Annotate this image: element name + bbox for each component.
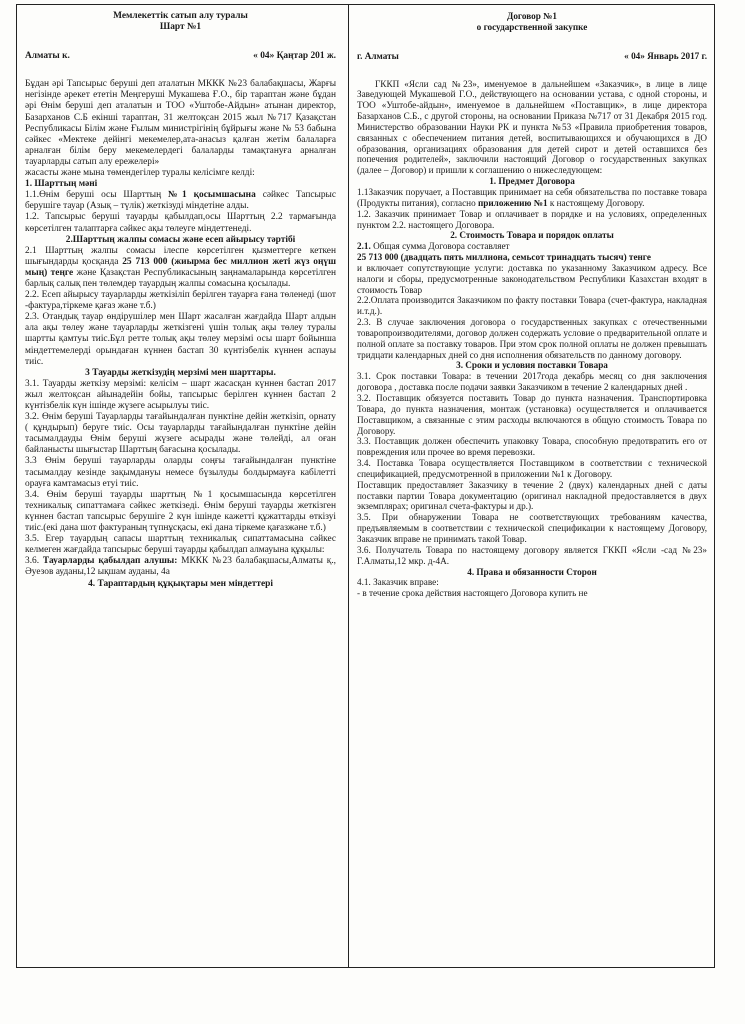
left-city-date-row — [25, 51, 336, 62]
right-clause-2-1-services: и включает сопутствующие услуги: доставка по указанному Заказчиком адресу. Все налоги и сборы, предусмотренные законодательством Республики Казахстан входят в стоимость Товар — [357, 262, 707, 295]
left-clause-3-6-c: МККК №23 балабақшасы,Алматы қ., Әуезов ауданы,12 ықшам ауданы, 4а — [25, 556, 336, 578]
right-intro: ГККП «Ясли сад №23», именуемое в дальнейшем «Заказчик», в лице в лице Заведующей Мукашевой Г.О., действующего на основании устава, с одной стороны, и ТОО «Уштобе-айдын», именуемое в дальнейшем «Поставщик», в лице директора Базарханов С.Б., с другой стороны, на основании Приказа №717 от 31 Декабря 2015 год. Министерство образовании Науки РК и пункта №53 «Правила приобретения товаров, связанных с обеспечением питания детей, воспитывающихся и обучающихся в ДО образования, организациях образования для детей сирот и детей оставшихся без попечения родителей», заключили настоящий Договор о государственных закупках (далее – Договор) и пришли к соглашению о нижеследующем: — [357, 78, 707, 176]
left-intro: Бұдан әрі Тапсырыс беруші деп аталатын МККК №23 балабақшасы, Жарғы негізінде әрекет ететін Меңгеруші Мукашева Ғ.О., бір тараптан және бұдан әрі Өнім беруші деп аталатын и ТОО «Уштобе-Айдын» атынан директор, Базарханов С.Б екінші тараптан, 31 желтоқсан 2015 жыл №717 Қазақстан Республикасы Білім және Ғылым министрігінің бұйрығы және № 53 бабына сәйкес «Мектеке дейінгі мекемелер,ата-анасыз қалған жетім балаларға арналған білім беру мекемелердегі балаларды тамақтануға арналған тауарларды сатып алу ережелері» — [25, 79, 336, 167]
left-clause-3-6-b: Тауарларды қабылдап алушы: — [42, 556, 178, 567]
left-clause-2-1-c: және Қазақстан Республикасының заңнамаларында көрсетілген барлық салық пен төлемдер тауардың жалпы сомасына қосылады. — [25, 267, 336, 289]
right-section-1-heading: 1. Предмет Договора — [489, 176, 575, 187]
right-clause-3-1: 3.1. Срок поставки Товара: в течении 2017года декабрь месяц со дня заключения договора , доставка после подачи заявки Заказчиком в течение 2 календарных дней . — [357, 371, 707, 393]
page-bottom-margin — [0, 968, 745, 1024]
left-clause-3-2: 3.2. Өнім беруші Тауарларды тағайындалған пунктіне дейін жеткізіп, орнату ( құндырып) беруге тиіс. Осы тауарларды тағайындалған пунктіне дейін тасымалдауды Өнім беруші жүзеге асырады және төлейді, ал оған байланысты шығыстар Шарттың бағасына қосылады. — [25, 412, 336, 456]
left-section-2-heading: 2.Шарттың жалпы сомасы және есеп айырысу тәртібі — [65, 234, 296, 245]
left-agree: жасасты және мына төмендегілер туралы келісімге келді: — [25, 168, 255, 179]
right-clause-1-1 — [357, 187, 707, 209]
left-clause-1-1 — [25, 190, 336, 212]
column-divider — [348, 5, 349, 967]
right-section-2-heading: 2. Стоимость Товара и порядок оплаты — [450, 230, 614, 241]
right-clause-3-6: 3.6. Получатель Товара по настоящему договору является ГККП «Ясли -сад №23» Г.Алматы,12 мкр. д-4А. — [357, 544, 707, 566]
left-clause-2-1 — [25, 246, 336, 290]
right-date: « 04» Январь 2017 г. — [624, 50, 707, 61]
right-title-line2: о государственной закупке — [476, 21, 588, 32]
right-section-3-heading: 3. Сроки и условия поставки Товара — [456, 360, 608, 371]
left-clause-2-3: 2.3. Отандық тауар өндірушілер мен Шарт жасалған жағдайда Шарт алдын ала ақы төлеу және тауарларды жеткізгені үшін толық ақы төлеу туралы шартты қамтуы тиіс.Бұл ретте толық ақы төлеу мерзімі осы шарт бойынша міндеттемелерді орындаған күннен бастап 30 күнтізбелік күннен аспауы тиіс. — [25, 312, 336, 367]
right-clause-1-1-a: 1.1Заказчик поручает, а Поставщик принимает на себя обязательства по поставке товара (Продукты питания), согласно — [357, 186, 707, 208]
right-clause-3-4-docs: Поставщик предоставляет Заказчику в течение 2 (двух) календарных дней с даты поставки партии Товара документацию (оригинал накладной предоставляется в двух экземплярах; оригинал счета-фактуры и др.). — [357, 479, 707, 512]
right-clause-2-2: 2.2.Оплата производится Заказчиком по факту поставки Товара (счет-фактура, накладная и.т.д.). — [357, 295, 707, 317]
right-city: г. Алматы — [357, 50, 399, 61]
left-clause-3-1: 3.1. Тауарды жеткізу мерзімі: келісім – шарт жасасқан күннен бастап 2017 жыл желтоқсан айынадейін бойы, тапсырыс берілген күннен бастап 2 күнтізбелік күн ішінде жүзеге асырылуы тиіс. — [25, 378, 336, 411]
right-clause-2-1-b: Общая сумма Договора составляет — [370, 241, 510, 252]
left-clause-3-6 — [25, 556, 336, 578]
left-clause-2-1-a: 2.1 Шарттың жалпы сомасы ілеспе көрсетілген қызметтерге кеткен шығындарды қосқанда — [25, 245, 336, 267]
left-section-1-heading: 1. Шарттың мәні — [25, 179, 98, 190]
right-clause-3-5: 3.5. При обнаружении Товара не соответствующих требованиям качества, предъявляемым в соответствии с технической спецификации к настоящему Договору, Заказчик вправе не принимать такой Товар. — [357, 512, 707, 544]
kazakh-column — [25, 11, 336, 963]
right-clause-2-1-a: 2.1. — [357, 241, 371, 252]
right-city-date-row — [357, 51, 707, 62]
russian-column — [357, 11, 707, 963]
left-city: Алматы к. — [25, 51, 70, 62]
right-clause-4-1-a: - в течение срока действия настоящего Договора купить не — [357, 588, 588, 599]
right-clause-3-2: 3.2. Поставщик обязуется поставить Товар до пункта назначения. Транспортировка Товара, до пункта назначения, монтаж (установка) осуществляется и оплачивается Поставщиком, а связанные с этим расходы включаются в общую стоимость Товара по Договору. — [357, 393, 707, 436]
right-clause-1-1-c: к настоящему Договору. — [547, 197, 645, 208]
right-clause-1-2: 1.2. Заказчик принимает Товар и оплачивает в порядке и на условиях, определенных пунктом 2.2. настоящего Договора. — [357, 208, 707, 230]
contract-table — [16, 4, 715, 968]
left-clause-3-5: 3.5. Егер тауардың сапасы шарттың техникалық сипаттамасына сәйкес келмеген жағдайда тапсырыс беруші тауарды қабылдап алмауына құқылы: — [25, 534, 336, 556]
right-title-line1: Договор №1 — [507, 11, 557, 21]
left-clause-3-3: 3.3 Өнім беруші тауарларды оларды соңғы тағайындалған пунктіне тасымалдау кезінде зақымдануы немесе бүзылуды болдырмауға кабілетті орауға камтамасыз етуі тиіс. — [25, 456, 336, 489]
left-clause-1-2: 1.2. Тапсырыс беруші тауарды қабылдап,осы Шарттың 2.2 тармағында көрсетілген талаптарға сәйкес ақы төлеуге міндеттенеді. — [25, 212, 336, 234]
right-section-4-heading: 4. Права и обязанности Сторон — [467, 566, 597, 577]
left-clause-3-6-a: 3.6. — [25, 556, 43, 567]
left-clause-1-1-b: №1 қосымшасына — [168, 190, 256, 201]
right-clause-3-4: 3.4. Поставка Товара осуществляется Поставщиком в соответствии с технической спецификацией, предусмотренной в приложении №1 к Договору. — [357, 458, 707, 479]
right-clause-2-1 — [357, 241, 707, 252]
left-clause-1-1-c: сәйкес Тапсырыс берушіге тауар (Азық – түлік) жеткізуді міндетіне алды. — [25, 190, 336, 212]
left-clause-3-4: 3.4. Өнім беруші тауарды шарттың №1 қосымшасында көрсетілген техникалық сипаттамаға сәйкес жеткізеді. Өнім беруші тауарды жеткізген күннен бастап тапсырыс берушіге 2 күн ішінде кажетті құжаттарды өткізуі тиіс.(екі дана шот фактураның түпнұсқасы, екі дана тіркеме қағазжәне т.б.) — [25, 489, 336, 534]
left-section-4-heading: 4. Тараптардың құқықтары мен міндеттері — [88, 578, 273, 589]
left-section-3-heading: 3 Тауарды жеткізудің мерзімі мен шарттары. — [85, 367, 276, 378]
right-clause-1-1-b: приложению №1 — [477, 197, 548, 208]
left-clause-2-1-b: 25 713 000 (жиырма бес миллион жеті жүз оңүш мың) теңге — [25, 256, 336, 278]
left-date: « 04» Қаңтар 201 ж. — [253, 51, 336, 62]
right-clause-4-1: 4.1. Заказчик вправе: — [357, 577, 439, 588]
right-clause-2-3: 2.3. В случае заключения договора о государственных закупках с отечественными товаропроизводителями, договор должен содержать условие о предварительной оплате и полной оплате за поставку товаров. При этом срок полной оплаты не должен превышать тридцати календарных дней со дня исполнения обязательств по данному договору. — [357, 317, 707, 360]
left-title-line1: Мемлекеттік сатып алу туралы — [113, 11, 248, 21]
right-clause-3-3: 3.3. Поставщик должен обеспечить упаковку Товара, способную предотвратить его от повреждения или прочее во время перевозки. — [357, 436, 707, 458]
right-clause-2-1-amount: 25 713 000 (двадцать пять миллиона, семьсот тринадцать тысяч) тенге — [357, 252, 651, 263]
left-clause-1-1-a: 1.1.Өнім беруші осы Шарттың — [25, 190, 169, 201]
left-title-line2: Шарт №1 — [159, 22, 202, 33]
left-clause-2-2: 2.2. Есеп айырысу тауарларды жеткізіліп берілген тауарға ғана төленеді (шот -фактура,тіркеме қағаз және т.б.) — [25, 290, 336, 312]
